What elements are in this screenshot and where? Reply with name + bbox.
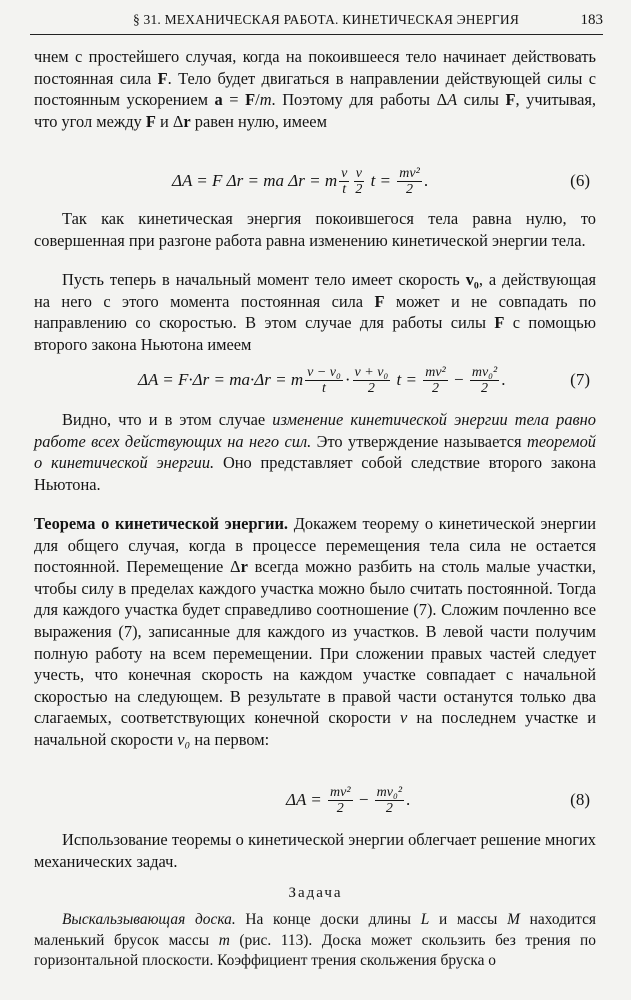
equation-number: (8) xyxy=(570,790,590,809)
problem-text: Выскальзывающая доска. На конце доски длины L и массы M находится маленький брусок массы m (рис. 113). Доска может скользить без трения по горизонтальной плоскости. Коэффициент трения скольжения бруска о xyxy=(34,911,596,969)
page-number: 183 xyxy=(580,12,603,28)
paragraph-5: Теорема о кинетической энергии. Докажем теорему о кинетической энергии для общего случая, когда в процессе перемещения тела сила не остается постоянной. Перемещение Δr всегда можно разбить на столь малые участки, чтобы силу в пределах каждого участка можно было считать постоянной. Тогда для каждого участка будет справедливо соотношение (7). Сложим почленно все выражения (7), записанные для каждого из участков. В левой части получим полную работу на всем перемещении. При сложении правых частей следует учесть, что конечная скорость на каждом участке совпадает с начальной скоростью на следующем. В результате в правой части останутся только два слагаемых, соответствующих конечной скорости v на последнем участке и начальной скорости v₀ на первом: xyxy=(34,514,596,749)
header-title: § 31. МЕХАНИЧЕСКАЯ РАБОТА. КИНЕТИЧЕСКАЯ ЭНЕРГИЯ xyxy=(133,12,520,27)
equation-6: ΔA = F Δr = ma Δr = m $\frac{v}{t}$ $\frac{v}{2}$ t = $\frac{\text{mv²}}{2}$ . (6) xyxy=(172,165,590,197)
paragraph-3: Пусть теперь в начальный момент тело имеет скорость v₀, а действующая на него с этого момента постоянная сила F может и не совпадать по направлению со скоростью. В этом случае для работы силы F с помощью второго закона Ньютона имеем xyxy=(34,270,597,354)
paragraph-2: Так как кинетическая энергия покоившегося тела равна нулю, то совершенная при разгоне работа равна изменению кинетической энергии тела. xyxy=(34,209,596,250)
paragraph-4: Видно, что и в этом случае изменение кинетической энергии тела равно работе всех действующих на него сил. Это утверждение называется теоремой о кинетической энергии. Оно представляет собой следствие второго закона Ньютона. xyxy=(34,410,596,494)
running-header xyxy=(30,8,603,35)
equation-number: (7) xyxy=(570,370,590,389)
paragraph-6: Использование теоремы о кинетической энергии облегчает решение многих механических задач. xyxy=(34,830,596,871)
equation-7: ΔA = F·Δr = ma·Δr = m $\frac{\text{v − v₀}}{t}$ · $\frac{\text{v + v₀}}{2}$ t = $\frac{\text{mv²}}{2}$ − $\frac{\text{mv₀²}}{2}$ . (7) xyxy=(138,364,590,396)
problem-heading: Задача xyxy=(288,885,343,901)
equation-8: ΔA = $\frac{\text{mv²}}{2}$ − $\frac{\text{mv₀²}}{2}$ . (8) xyxy=(286,784,590,816)
equation-number: (6) xyxy=(570,171,590,190)
paragraph-1: чнем с простейшего случая, когда на покоившееся тело начинает действовать постоянная сила F. Тело будет двигаться в направлении действующей силы с постоянным ускорением a = F/m. Поэтому для работы ΔA силы F, учитывая, что угол между F и Δr равен нулю, имеем xyxy=(34,47,596,131)
